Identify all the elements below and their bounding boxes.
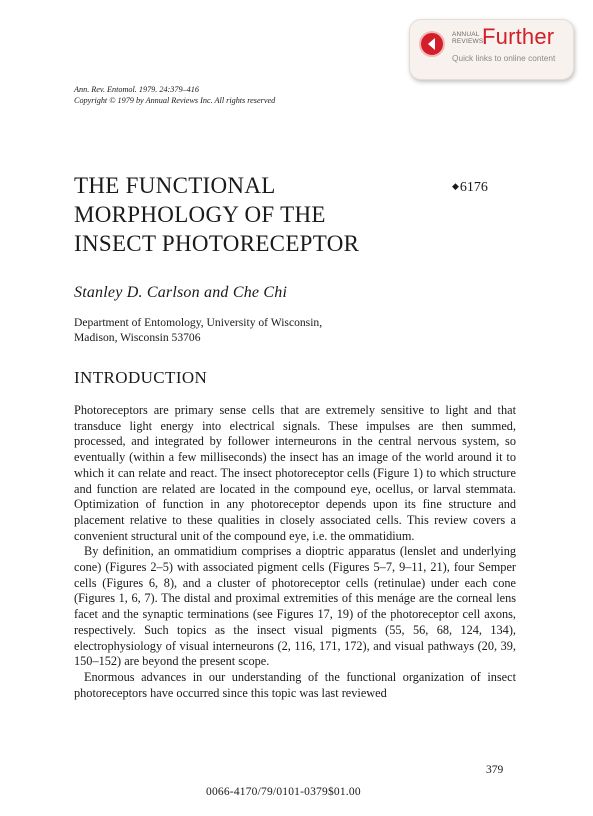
article-code-number: 6176 — [459, 180, 488, 195]
footer-code: 0066-4170/79/0101-0379$01.00 — [206, 786, 361, 798]
citation-line: Ann. Rev. Entomol. 1979. 24:379–416 — [74, 85, 199, 94]
page-number: 379 — [486, 764, 504, 776]
paragraph: Enormous advances in our understanding of the functional organization of insect photoreceptors have occurred since this topic was last reviewed — [74, 669, 516, 700]
copyright-line: Copyright © 1979 by Annual Reviews Inc. All rights reserved — [74, 96, 276, 105]
body-text — [74, 403, 516, 701]
further-tagline: Quick links to online content — [452, 53, 556, 63]
annual-reviews-label: ANNUAL REVIEWS — [452, 31, 484, 45]
further-brand: Further — [482, 24, 555, 49]
journal-citation — [74, 84, 275, 106]
title-line: INSECT PHOTORECEPTOR — [74, 231, 360, 256]
authors: Stanley D. Carlson and Che Chi — [74, 284, 288, 301]
section-heading: INTRODUCTION — [74, 368, 208, 387]
affiliation-line: Department of Entomology, University of Wisconsin, — [74, 316, 323, 329]
article-title — [74, 171, 359, 258]
affiliation — [74, 315, 322, 345]
arrow-left-icon — [419, 31, 445, 57]
title-line: MORPHOLOGY OF THE — [74, 202, 326, 227]
paragraph: Photoreceptors are primary sense cells that are extremely sensitive to light and that transduce light energy into electrical signals. These impulses are then summed, processed, and integrated by follower interneurons in the central nervous system, so eventually (within a few milliseconds) the insect has an image of the world around it to which it can relate and react. The insect photoreceptor cells (Figure 1) to which structure and function are related are located in the compound eye, ocellus, or larval stemmata. Optimization of function in any photoreceptor depends upon its fine structure and placement relative to these qualities in closely associated cells. This review covers a convenient structural unit of the compound eye, i.e. the ommatidium. — [74, 403, 516, 543]
title-line: THE FUNCTIONAL — [74, 173, 276, 198]
further-badge[interactable] — [409, 19, 574, 80]
paragraph: By definition, an ommatidium comprises a dioptric apparatus (lenslet and underlying cone) (Figures 2–5) with associated pigment cells (Figures 5–7, 9–11, 21), four Semper cells (Figures 6, 8), and a cluster of photoreceptor cells (retinulae) under each cone (Figures 1, 6, 7). The distal and proximal extremities of this menáge are the corneal lens facet and the synaptic terminations (see Figures 17, 19) of the photoreceptor cell axons, respectively. Such topics as the insect visual pigments (55, 56, 68, 124, 134), electrophysiology of visual interneurons (2, 116, 171, 172), and visual pathways (20, 39, 150–152) are beyond the present scope. — [74, 544, 516, 669]
article-code — [452, 180, 488, 196]
affiliation-line: Madison, Wisconsin 53706 — [74, 331, 201, 344]
diamond-icon: ◆ — [452, 181, 459, 191]
